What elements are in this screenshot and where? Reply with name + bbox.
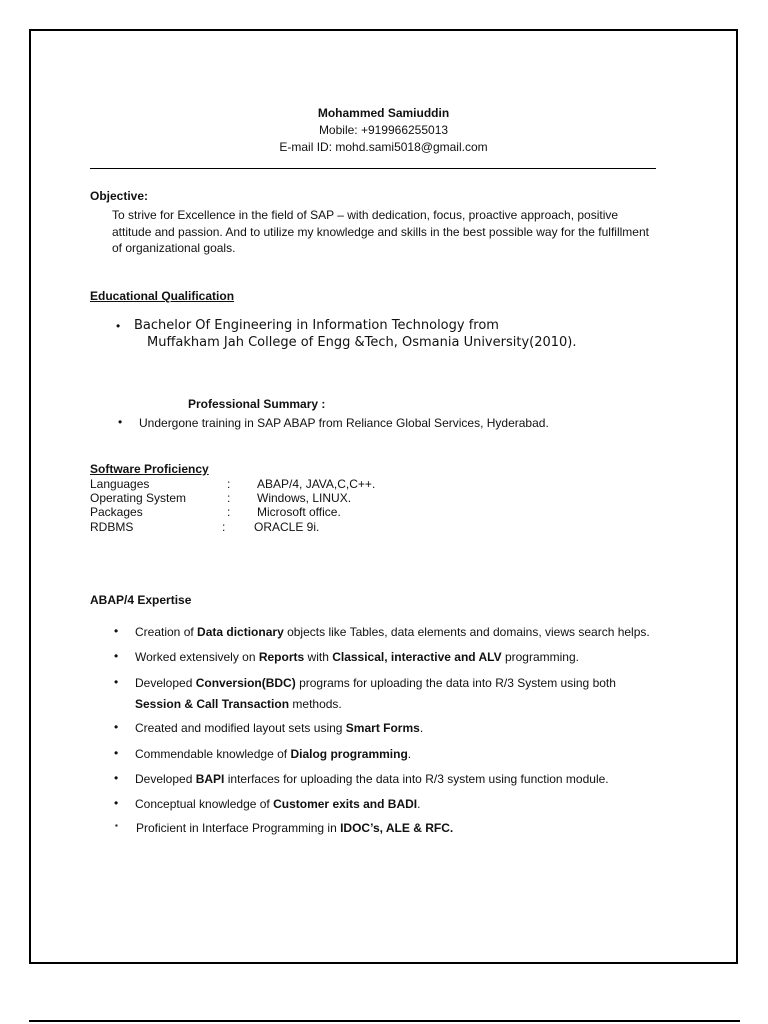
software-separator: : bbox=[227, 505, 231, 519]
professional-item: Undergone training in SAP ABAP from Reliance Global Services, Hyderabad. bbox=[139, 416, 549, 430]
bullet-icon: • bbox=[114, 675, 119, 689]
software-separator: : bbox=[227, 491, 231, 505]
software-heading: Software Proficiency bbox=[90, 462, 209, 476]
expertise-item: Worked extensively on Reports with Classical, interactive and ALV programming. bbox=[135, 650, 579, 664]
page-bottom-rule bbox=[29, 1020, 740, 1022]
software-separator: : bbox=[227, 477, 231, 491]
bullet-icon: • bbox=[114, 746, 119, 760]
objective-heading: Objective: bbox=[90, 189, 149, 203]
expertise-item-continuation: Session & Call Transaction methods. bbox=[135, 697, 342, 711]
expertise-item: Created and modified layout sets using Smart Forms. bbox=[135, 721, 424, 735]
small-bullet-icon: ▪ bbox=[115, 821, 118, 830]
software-label: Packages bbox=[90, 505, 143, 519]
software-value: ABAP/4, JAVA,C,C++. bbox=[257, 477, 376, 491]
expertise-item: Conceptual knowledge of Customer exits and BADI. bbox=[135, 797, 421, 811]
education-degree: Bachelor Of Engineering in Information Technology from bbox=[134, 318, 499, 333]
professional-heading: Professional Summary : bbox=[188, 397, 326, 411]
education-heading: Educational Qualification bbox=[90, 289, 235, 303]
header-divider bbox=[90, 168, 656, 169]
mobile-number: Mobile: +919966255013 bbox=[318, 123, 449, 137]
bullet-icon: • bbox=[114, 649, 119, 663]
objective-text bbox=[112, 207, 682, 257]
objective-line: of organizational goals. bbox=[112, 241, 236, 255]
software-label: RDBMS bbox=[90, 520, 134, 534]
expertise-item: Creation of Data dictionary objects like Tables, data elements and domains, views search helps. bbox=[135, 625, 650, 639]
bullet-icon: • bbox=[114, 624, 119, 638]
expertise-heading: ABAP/4 Expertise bbox=[90, 593, 192, 607]
objective-line: attitude and passion. And to utilize my knowledge and skills in the best possible way for the fulfillment bbox=[112, 224, 649, 239]
software-value: Windows, LINUX. bbox=[257, 491, 352, 505]
expertise-item: Developed BAPI interfaces for uploading the data into R/3 system using function module. bbox=[135, 772, 609, 786]
software-value: ORACLE 9i. bbox=[254, 520, 320, 534]
software-separator: : bbox=[222, 520, 226, 534]
software-value: Microsoft office. bbox=[257, 505, 341, 519]
bullet-icon: • bbox=[114, 720, 119, 734]
expertise-item: Developed Conversion(BDC) programs for uploading the data into R/3 System using both bbox=[135, 676, 616, 690]
bullet-icon: • bbox=[116, 319, 121, 333]
bullet-icon: • bbox=[118, 415, 123, 429]
software-label: Languages bbox=[90, 477, 150, 491]
education-college: Muffakham Jah College of Engg &Tech, Osmania University(2010). bbox=[147, 335, 577, 350]
objective-line: To strive for Excellence in the field of SAP – with dedication, focus, proactive approach, positive bbox=[112, 208, 619, 222]
expertise-item: Proficient in Interface Programming in IDOC’s, ALE & RFC. bbox=[136, 821, 454, 835]
email-address: E-mail ID: mohd.sami5018@gmail.com bbox=[279, 140, 488, 154]
bullet-icon: • bbox=[114, 771, 119, 785]
bullet-icon: • bbox=[114, 796, 119, 810]
expertise-item: Commendable knowledge of Dialog programming. bbox=[135, 747, 412, 761]
candidate-name: Mohammed Samiuddin bbox=[317, 106, 450, 120]
software-label: Operating System bbox=[90, 491, 187, 505]
